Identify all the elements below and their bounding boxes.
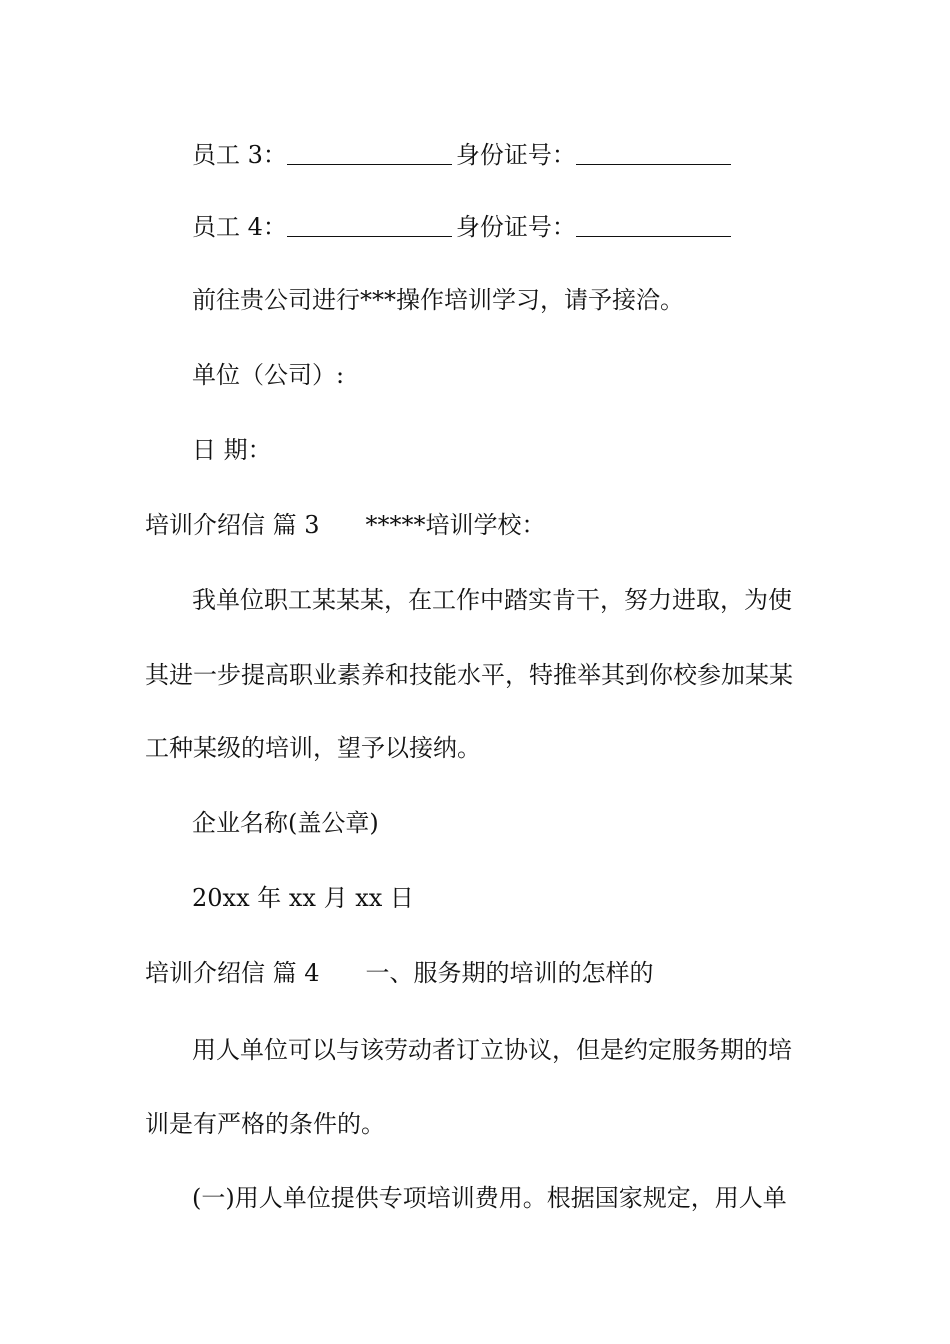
- section3-addressee: *****培训学校：: [365, 511, 546, 539]
- employee3-name-blank: [287, 142, 452, 165]
- section4-heading: 培训介绍信 篇 4: [145, 959, 320, 987]
- section4-paragraph-line: (一)用人单位提供专项培训费用。根据国家规定，用人单: [192, 1184, 787, 1212]
- employee4-label: 员工 4：: [192, 213, 287, 241]
- request-line: 前往贵公司进行***操作培训学习，请予接洽。: [192, 286, 684, 314]
- section4-paragraph-line: 训是有严格的条件的。: [145, 1110, 385, 1138]
- employee3-id-label: 身份证号：: [455, 141, 576, 169]
- section3-company: 企业名称(盖公章): [192, 809, 379, 837]
- employee3-row: [192, 138, 731, 172]
- employee3-label: 员工 3：: [192, 141, 287, 169]
- section3-heading-row: [145, 508, 546, 542]
- employee4-id-blank: [576, 214, 731, 237]
- section3-paragraph-line: 其进一步提高职业素养和技能水平，特推举其到你校参加某某: [145, 661, 793, 689]
- date-line: 日 期：: [192, 436, 272, 464]
- employee4-id-label: 身份证号：: [455, 213, 576, 241]
- section4-heading-row: [145, 956, 654, 990]
- section3-date: 20xx 年 xx 月 xx 日: [192, 884, 414, 912]
- section3-heading: 培训介绍信 篇 3: [145, 511, 320, 539]
- section4-subheading: 一、服务期的培训的怎样的: [365, 959, 654, 987]
- employee4-name-blank: [287, 214, 452, 237]
- employee3-id-blank: [576, 142, 731, 165]
- section3-paragraph-line: 工种某级的培训，望予以接纳。: [145, 734, 481, 762]
- section4-paragraph-line: 用人单位可以与该劳动者订立协议，但是约定服务期的培: [192, 1036, 792, 1064]
- unit-line: 单位（公司）:: [192, 361, 345, 389]
- section3-paragraph-line: 我单位职工某某某，在工作中踏实肯干，努力进取，为使: [192, 586, 792, 614]
- employee4-row: [192, 210, 731, 244]
